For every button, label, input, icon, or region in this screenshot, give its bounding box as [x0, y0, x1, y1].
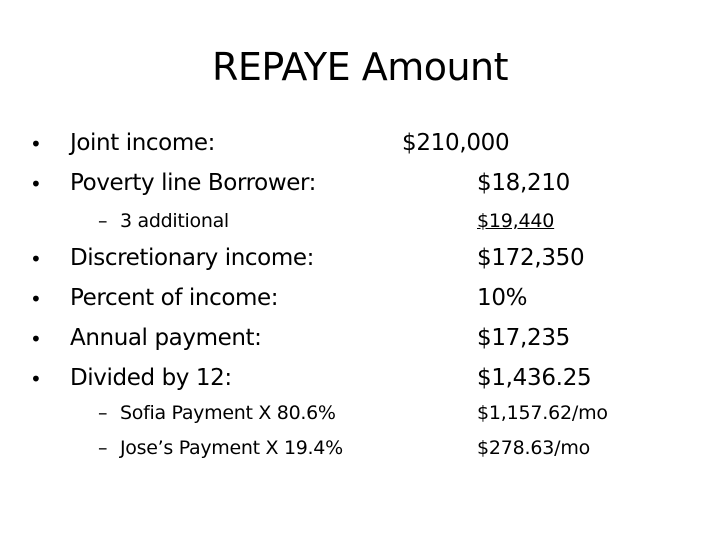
- bullet-marker: •: [30, 287, 42, 311]
- three-additional-value: $19,440: [477, 210, 555, 232]
- jose-payment-value: $278.63/mo: [477, 437, 591, 459]
- discretionary-income-value: $172,350: [477, 245, 585, 271]
- discretionary-income-label: Discretionary income:: [70, 245, 314, 271]
- joint-income-value: $210,000: [402, 130, 510, 156]
- slide-title: REPAYE Amount: [211, 45, 509, 89]
- dash-marker: –: [98, 210, 108, 232]
- dash-marker: –: [98, 437, 108, 459]
- divided-by-12-label: Divided by 12:: [70, 365, 232, 391]
- joint-income-label: Joint income:: [70, 130, 215, 156]
- dash-marker: –: [98, 402, 108, 424]
- annual-payment-label: Annual payment:: [70, 325, 262, 351]
- bullet-marker: •: [30, 327, 42, 351]
- poverty-line-borrower-label: Poverty line Borrower:: [70, 170, 316, 196]
- percent-of-income-value: 10%: [477, 285, 528, 311]
- percent-of-income-label: Percent of income:: [70, 285, 279, 311]
- bullet-marker: •: [30, 247, 42, 271]
- three-additional-label: 3 additional: [120, 210, 229, 232]
- divided-by-12-value: $1,436.25: [477, 365, 592, 391]
- bullet-marker: •: [30, 132, 42, 156]
- poverty-line-borrower-value: $18,210: [477, 170, 571, 196]
- annual-payment-value: $17,235: [477, 325, 571, 351]
- jose-payment-label: Jose’s Payment X 19.4%: [120, 437, 343, 459]
- sofia-payment-label: Sofia Payment X 80.6%: [120, 402, 336, 424]
- sofia-payment-value: $1,157.62/mo: [477, 402, 608, 424]
- bullet-marker: •: [30, 367, 42, 391]
- bullet-marker: •: [30, 172, 42, 196]
